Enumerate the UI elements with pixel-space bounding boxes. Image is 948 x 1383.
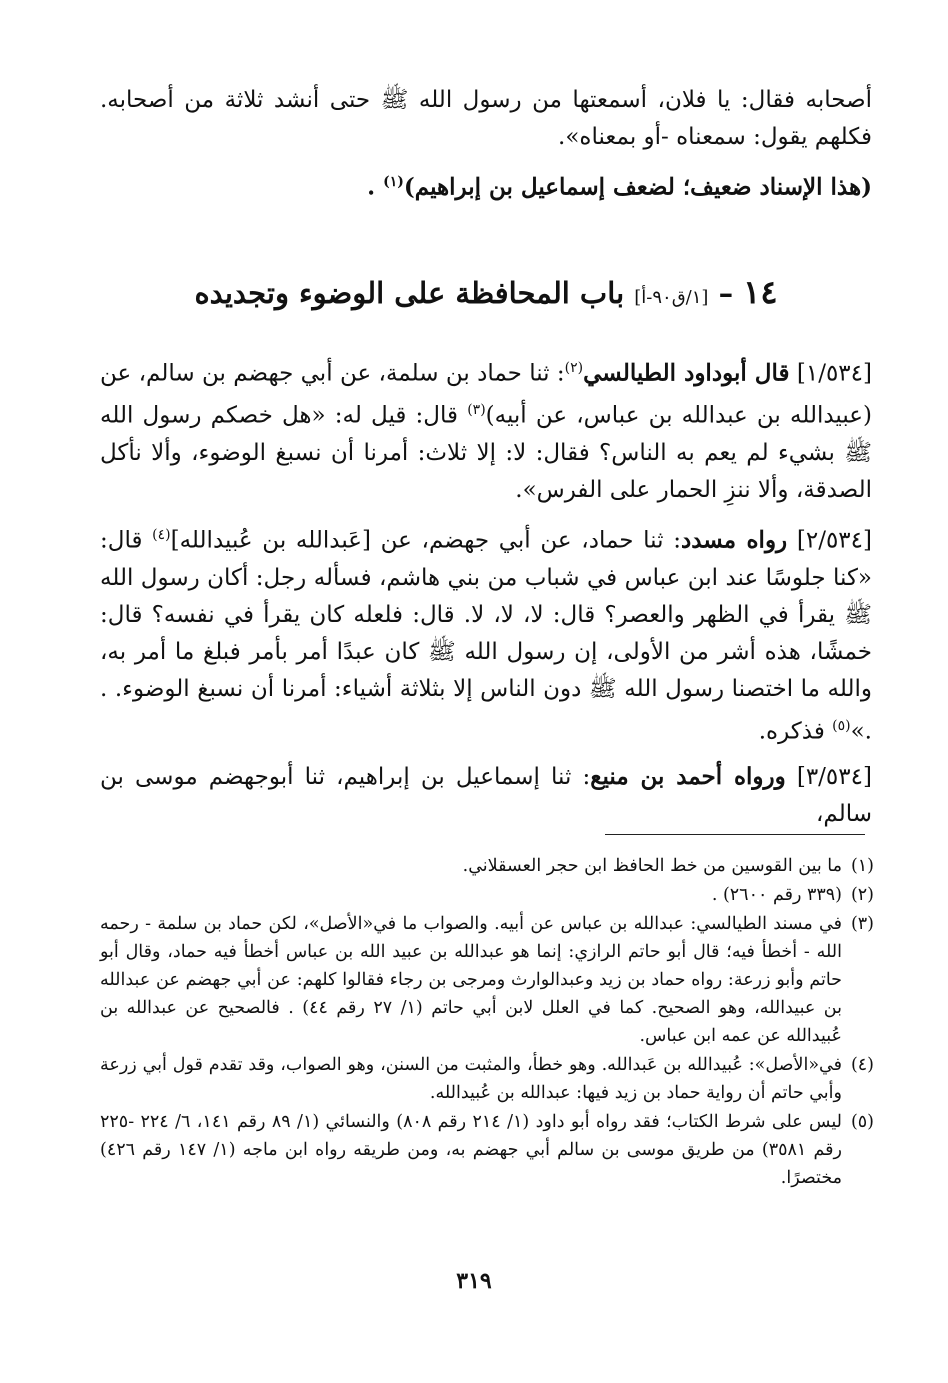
footnote-item [100, 910, 874, 1050]
footnote-ref: (٥) [832, 717, 851, 734]
footnote-divider [605, 834, 865, 835]
hadith-text: قال: قيل له: «هل خصكم رسول الله ﷺ بشيء لم يعم به الناس؟ فقال: لا: إلا ثلاث: أمرنا أن نسبغ الوضوء، وألا نأكل الصدقة، وألا ننزِ الحمار على الفرس». [100, 402, 872, 503]
intro-paragraph: أصحابه فقال: يا فلان، أسمعتها من رسول الله ﷺ حتى أنشد ثلاثة من أصحابه. فكلهم يقول: سمعناه -أو بمعناه». [100, 87, 872, 150]
narrator-lead: قال أبوداود الطيالسي [583, 359, 790, 387]
chapter-heading [100, 272, 872, 318]
chapter-title: باب المحافظة على الوضوء وتجديده [194, 275, 625, 310]
footnote-number: (٢) [850, 885, 874, 905]
manuscript-ref: [١/ق٩٠-أ] [634, 286, 709, 308]
footnote-text: في مسند الطيالسي: عبدالله بن عباس عن أبيه. والصواب ما في«الأصل»، لكن حماد بن سلمة - رحمه الله - أخطأ فيه؛ قال أبو حاتم الرازي: إنما هو عبدالله بن عبيد الله بن عباس أخطأ فيه حماد، وقال أبو حاتم وأبو زرعة: رواه حماد بن زيد وعبدالوارث ومرجى بن رجاء فقالوا كلهم: عن أبي جهضم عن عبدالله بن عبيدالله، وهو الصحيح. كما في العلل لابن أبي حاتم (١/ ٢٧ رقم ٤٤) . فالصحيح عن عبدالله بن عُبيدالله عن عمه ابن عباس. [100, 914, 842, 1046]
footnote-text: (٣٣٩ رقم ٢٦٠٠) . [711, 885, 842, 905]
footnote-number: (١) [850, 856, 874, 876]
chapter-dash: – [718, 275, 734, 310]
isnad-note-end: . [367, 173, 376, 201]
footnote-item [100, 881, 874, 909]
footnote-number: (٤) [850, 1055, 874, 1075]
footnote-ref: (١) [383, 174, 404, 190]
footnote-item [100, 852, 874, 880]
footnotes [100, 852, 874, 1193]
hadith-number: [٣/٥٣٤] [796, 764, 872, 791]
footnote-ref: (٤) [152, 526, 171, 543]
footnote-item [100, 1108, 874, 1192]
page-number: ٣١٩ [456, 1268, 492, 1294]
footnote-number: (٥) [850, 1112, 874, 1132]
hadith-text: فذكره. [758, 718, 833, 745]
footnote-item [100, 1051, 874, 1107]
footnote-text: في«الأصل»: عُبيدالله بن عَبدالله. وهو خطأ، والمثبت من السنن، وهو الصواب، وقد تقدم قول أبي زرعة وأبي حاتم أن رواية حماد بن زيد فيها: عبدالله بن عُبيدالله. [100, 1055, 842, 1103]
hadith-number: [١/٥٣٤] [796, 360, 872, 387]
footnote-text: ما بين القوسين من خط الحافظ ابن حجر العسقلاني. [462, 856, 842, 876]
hadith-text: : ثنا حماد، عن أبي جهضم، عن [عَبدالله بن عُبيدالله] [170, 527, 681, 554]
hadith-paragraph-1 [100, 350, 872, 509]
hadith-paragraph-2 [100, 517, 872, 750]
footnote-ref: (٢) [564, 359, 584, 376]
narrator-lead: رواه مسدد [680, 526, 788, 554]
isnad-note-text: (هذا الإسناد ضعيف؛ لضعف إسماعيل بن إبراهيم) [403, 173, 872, 201]
hadith-text: : ثنا إسماعيل بن إبراهيم، ثنا أبوجهضم موسى بن سالم، [100, 764, 872, 828]
footnote-number: (٣) [850, 914, 874, 934]
footnote-text: ليس على شرط الكتاب؛ فقد رواه أبو داود (١/ ٢١٤ رقم ٨٠٨) والنسائي (١/ ٨٩ رقم ١٤١، ٦/ ٢٢٤ -٢٢٥ رقم ٣٥٨١) من طريق موسى بن سالم أبي جهضم به، ومن طريقه رواه ابن ماجه (١/ ١٤٧ رقم ٤٢٦) مختصرًا. [100, 1112, 842, 1188]
hadith-text: : ثنا حماد بن سلمة، عن أبي جهضم بن سالم، عن (عبيدالله بن عبدالله بن عباس، عن أبيه) [100, 360, 872, 429]
chapter-number: ١٤ [743, 272, 778, 311]
footnote-ref: (٣) [467, 402, 486, 419]
hadith-paragraph-3 [100, 758, 872, 833]
isnad-note [100, 164, 872, 206]
hadith-text: قال: «كنا جلوسًا عند ابن عباس في شباب من بني هاشم، فسأله رجل: أكان رسول الله ﷺ يقرأ في الظهر والعصر؟ قال: لا، لا، لا. قال: فلعله كان يقرأ في نفسه؟ قال: خمشًا، هذه أشر من الأولى، إن رسول الله ﷺ كان عبدًا أمر بأمر فبلغ ما أمر به، والله ما اختصنا رسول الله ﷺ دون الناس إلا بثلاثة أشياء: أمرنا أن نسبغ الوضوء. . .» [100, 527, 872, 745]
main-text [100, 82, 872, 841]
hadith-number: [٢/٥٣٤] [796, 527, 872, 554]
narrator-lead: ورواه أحمد بن منيع [590, 763, 786, 791]
